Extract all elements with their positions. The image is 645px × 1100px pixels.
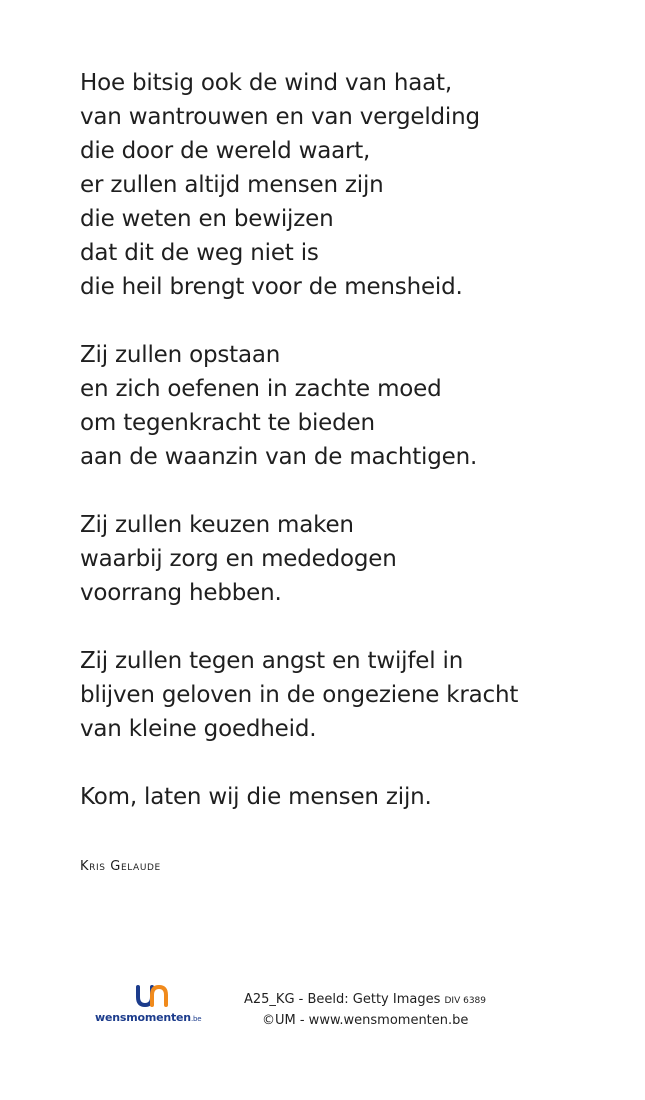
poem-line: die weten en bewijzen [80,206,334,232]
credit-main: A25_KG - Beeld: Getty Images [244,992,441,1007]
poem-line: voorrang hebben. [80,580,282,606]
poem-line: er zullen altijd mensen zijn [80,172,384,198]
stanza-4 [80,644,625,746]
poem-line: van wantrouwen en van vergelding [80,104,480,130]
stanza-3 [80,508,625,610]
poem-line: blijven geloven in de ongeziene kracht [80,682,519,708]
poem-line: Zij zullen opstaan [80,342,281,368]
poem-line: Zij zullen keuzen maken [80,512,354,538]
logo-wordmark [95,1011,201,1024]
poem-line: Hoe bitsig ook de wind van haat, [80,70,452,96]
poem-line: die heil brengt voor de mensheid. [80,274,463,300]
credit-code: DIV 6389 [444,996,487,1006]
poem-line: aan de waanzin van de machtigen. [80,444,478,470]
poem [80,66,625,848]
stanza-5 [80,780,625,814]
poem-line: om tegenkracht te bieden [80,410,375,436]
logo-text: wensmomenten [95,1011,191,1024]
credit-line-1 [244,990,486,1011]
author-name: Kris Gelaude [80,859,161,874]
logo-tld: .be [190,1015,202,1023]
stanza-1 [80,66,625,304]
stanza-2 [80,338,625,474]
poem-line: dat dit de weg niet is [80,240,319,266]
poem-line: Zij zullen tegen angst en twijfel in [80,648,464,674]
footer-credits [244,990,486,1031]
credit-line-2: ©UM - www.wensmomenten.be [262,1013,469,1028]
poem-line: Kom, laten wij die mensen zijn. [80,784,432,810]
poem-line: en zich oefenen in zachte moed [80,376,442,402]
poem-line: die door de wereld waart, [80,138,371,164]
wensmomenten-logo [95,983,225,1029]
poem-line: waarbij zorg en mededogen [80,546,397,572]
logo-mark-icon [135,983,169,1009]
poem-line: van kleine goedheid. [80,716,317,742]
